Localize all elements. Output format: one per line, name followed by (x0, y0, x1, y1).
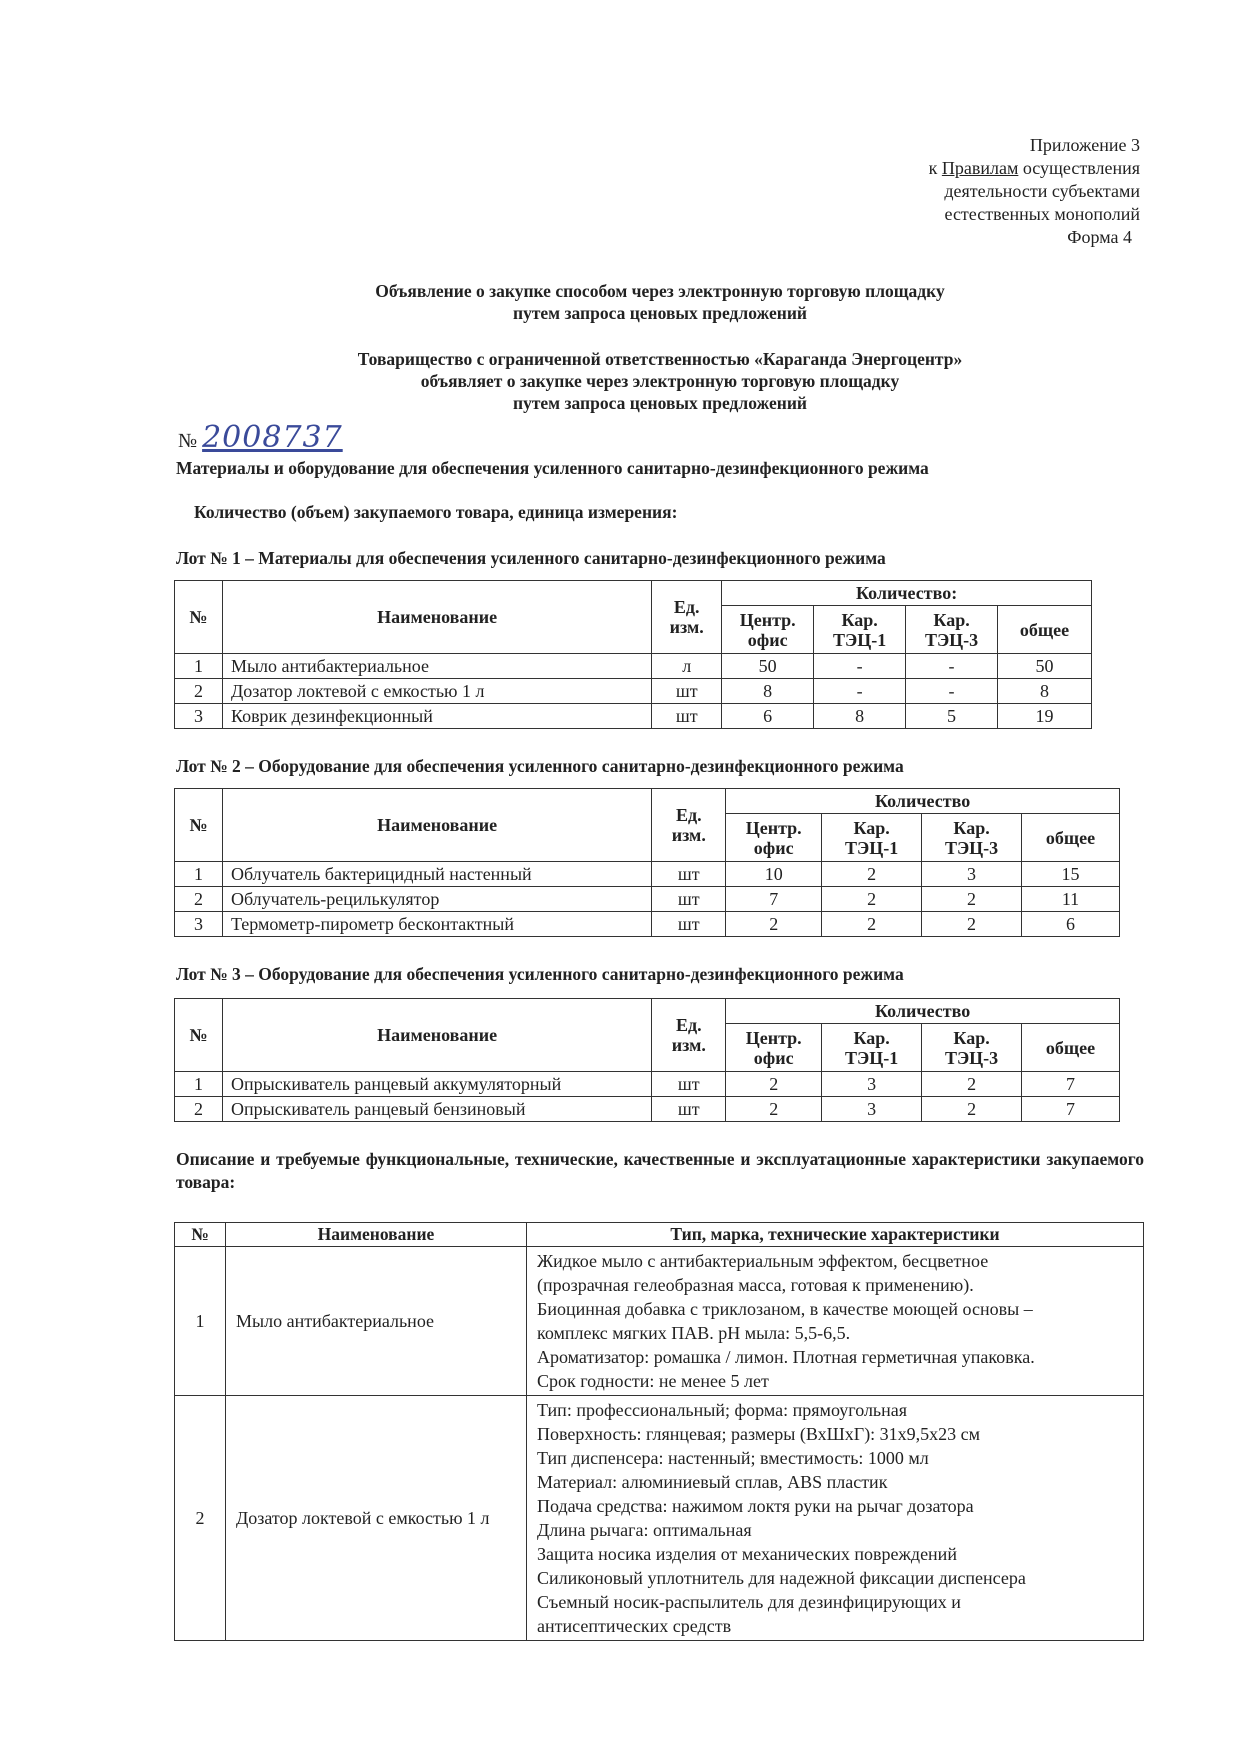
lot-2-table (174, 788, 1120, 937)
col-num: № (175, 581, 223, 654)
appendix-header (929, 134, 1140, 249)
spec-line: Силиконовый уплотнитель для надежной фиксации диспенсера (537, 1568, 1026, 1588)
spec-line: комплекс мягких ПАВ. pH мыла: 5,5-6,5. (537, 1323, 851, 1343)
cell-unit: шт (652, 862, 726, 887)
spec-line: Тип диспенсера: настенный; вместимость: 1000 мл (537, 1448, 929, 1468)
col-unit: Ед. изм. (652, 999, 726, 1072)
cell-tec1: - (814, 654, 906, 679)
cell-tec3: - (906, 679, 998, 704)
appendix-prefix: к (928, 158, 942, 178)
col-name: Наименование (222, 999, 651, 1072)
procurement-subject: Материалы и оборудование для обеспечения усиленного санитарно-дезинфекционного режима (176, 458, 929, 478)
cell-office: 2 (726, 1072, 822, 1097)
cell-office: 2 (726, 912, 822, 937)
title-line-1: Объявление о закупке способом через электронную торговую площадку (375, 281, 945, 301)
desc-cell-name: Мыло антибактериальное (226, 1247, 527, 1396)
number-sign: № (178, 430, 198, 452)
cell-num: 1 (175, 862, 223, 887)
org-line-2: объявляет о закупке через электронную торговую площадку (420, 371, 900, 391)
cell-name: Опрыскиватель ранцевый аккумуляторный (222, 1072, 651, 1097)
table-row (175, 654, 1092, 679)
col-total: общее (998, 606, 1092, 654)
cell-total: 19 (998, 704, 1092, 729)
col-quantity: Количество (726, 789, 1120, 814)
cell-name: Облучатель бактерицидный настенный (222, 862, 651, 887)
desc-col-num: № (175, 1223, 226, 1247)
spec-line: Тип: профессиональный; форма: прямоугольная (537, 1400, 908, 1420)
spec-line: антисептических средств (537, 1616, 732, 1636)
desc-cell-spec (527, 1396, 1144, 1641)
cell-unit: шт (652, 1097, 726, 1122)
cell-tec1: 2 (822, 887, 922, 912)
col-name: Наименование (222, 789, 651, 862)
col-total: общее (1022, 814, 1120, 862)
table-row (175, 1097, 1120, 1122)
col-tec3: Кар. ТЭЦ-3 (922, 1024, 1022, 1072)
table-row (175, 862, 1120, 887)
cell-tec1: 8 (814, 704, 906, 729)
cell-total: 7 (1022, 1072, 1120, 1097)
col-office: Центр. офис (722, 606, 814, 654)
cell-unit: шт (652, 887, 726, 912)
cell-name: Термометр-пирометр бесконтактный (222, 912, 651, 937)
lot-3-table (174, 998, 1120, 1122)
table-row (175, 704, 1092, 729)
org-line-1: Товарищество с ограниченной ответственностью «Караганда Энергоцентр» (357, 349, 963, 369)
cell-unit: шт (652, 1072, 726, 1097)
spec-line: Защита носика изделия от механических повреждений (537, 1544, 957, 1564)
appendix-line-3: деятельности субъектами (944, 181, 1140, 201)
cell-num: 2 (175, 887, 223, 912)
cell-tec3: 2 (922, 887, 1022, 912)
lot-1-title: Лот № 1 – Материалы для обеспечения усиленного санитарно-дезинфекционного режима (176, 548, 886, 568)
cell-tec1: - (814, 679, 906, 704)
cell-name: Дозатор локтевой с емкостью 1 л (222, 679, 651, 704)
cell-office: 10 (726, 862, 822, 887)
table-row (175, 1247, 1144, 1396)
cell-num: 2 (175, 679, 223, 704)
lot-3-title: Лот № 3 – Оборудование для обеспечения усиленного санитарно-дезинфекционного режима (176, 964, 904, 984)
cell-num: 3 (175, 704, 223, 729)
cell-office: 2 (726, 1097, 822, 1122)
announcement-number (178, 420, 343, 455)
col-quantity: Количество: (722, 581, 1092, 606)
table-row (175, 912, 1120, 937)
cell-total: 8 (998, 679, 1092, 704)
col-unit: Ед. изм. (652, 581, 722, 654)
appendix-line-2 (929, 157, 1140, 180)
spec-line: Материал: алюминиевый сплав, ABS пластик (537, 1472, 888, 1492)
handwritten-number: 2008737 (202, 420, 343, 455)
cell-tec1: 2 (822, 862, 922, 887)
desc-cell-spec (527, 1247, 1144, 1396)
cell-tec3: 2 (922, 1097, 1022, 1122)
spec-line: Жидкое мыло с антибактериальным эффектом, бесцветное (537, 1251, 989, 1271)
table-row (175, 1072, 1120, 1097)
cell-unit: л (652, 654, 722, 679)
col-office: Центр. офис (726, 1024, 822, 1072)
spec-line: (прозрачная гелеобразная масса, готовая к применению). (537, 1275, 974, 1295)
col-num: № (175, 789, 223, 862)
col-tec3: Кар. ТЭЦ-3 (906, 606, 998, 654)
cell-total: 11 (1022, 887, 1120, 912)
cell-total: 50 (998, 654, 1092, 679)
cell-tec1: 2 (822, 912, 922, 937)
col-name: Наименование (222, 581, 651, 654)
cell-num: 1 (175, 1072, 223, 1097)
rules-link: Правилам (941, 158, 1019, 178)
cell-tec3: 5 (906, 704, 998, 729)
col-office: Центр. офис (726, 814, 822, 862)
col-num: № (175, 999, 223, 1072)
cell-tec3: 3 (922, 862, 1022, 887)
cell-name: Мыло антибактериальное (222, 654, 651, 679)
cell-num: 1 (175, 654, 223, 679)
desc-cell-num: 2 (175, 1396, 226, 1641)
cell-name: Коврик дезинфекционный (222, 704, 651, 729)
cell-tec3: 2 (922, 1072, 1022, 1097)
col-quantity: Количество (726, 999, 1120, 1024)
cell-unit: шт (652, 704, 722, 729)
appendix-line-4: естественных монополий (944, 204, 1140, 224)
cell-total: 6 (1022, 912, 1120, 937)
cell-unit: шт (652, 912, 726, 937)
table-row (175, 679, 1092, 704)
document-title (170, 280, 1150, 324)
spec-line: Длина рычага: оптимальная (537, 1520, 752, 1540)
cell-tec1: 3 (822, 1072, 922, 1097)
appendix-rest: осуществления (1018, 158, 1140, 178)
spec-line: Подача средства: нажимом локтя руки на рычаг дозатора (537, 1496, 974, 1516)
quantity-heading: Количество (объем) закупаемого товара, единица измерения: (194, 502, 678, 522)
desc-cell-name: Дозатор локтевой с емкостью 1 л (226, 1396, 527, 1641)
description-title: Описание и требуемые функциональные, технические, качественные и эксплуатационные характеристики закупаемого товара: (176, 1149, 1144, 1192)
lot-2-title: Лот № 2 – Оборудование для обеспечения усиленного санитарно-дезинфекционного режима (176, 756, 904, 776)
col-tec3: Кар. ТЭЦ-3 (922, 814, 1022, 862)
spec-line: Поверхность: глянцевая; размеры (ВхШхГ): 31х9,5х23 см (537, 1424, 981, 1444)
cell-name: Облучатель-рецилькулятор (222, 887, 651, 912)
table-row (175, 1396, 1144, 1641)
organization-block (170, 348, 1150, 414)
spec-line: Срок годности: не менее 5 лет (537, 1371, 769, 1391)
title-line-2: путем запроса ценовых предложений (512, 303, 807, 323)
description-table (174, 1222, 1144, 1641)
cell-office: 7 (726, 887, 822, 912)
cell-office: 50 (722, 654, 814, 679)
spec-line: Биоцинная добавка с триклозаном, в качестве моющей основы – (537, 1299, 1033, 1319)
col-unit: Ед. изм. (652, 789, 726, 862)
cell-num: 2 (175, 1097, 223, 1122)
col-total: общее (1022, 1024, 1120, 1072)
cell-office: 8 (722, 679, 814, 704)
desc-col-spec: Тип, марка, технические характеристики (527, 1223, 1144, 1247)
org-line-3: путем запроса ценовых предложений (512, 393, 807, 413)
col-tec1: Кар. ТЭЦ-1 (822, 814, 922, 862)
lot-1-table (174, 580, 1092, 729)
col-tec1: Кар. ТЭЦ-1 (814, 606, 906, 654)
cell-tec3: 2 (922, 912, 1022, 937)
desc-cell-num: 1 (175, 1247, 226, 1396)
appendix-line-1: Приложение 3 (1029, 135, 1140, 155)
cell-total: 15 (1022, 862, 1120, 887)
spec-line: Съемный носик-распылитель для дезинфицирующих и (537, 1592, 961, 1612)
desc-col-name: Наименование (226, 1223, 527, 1247)
cell-name: Опрыскиватель ранцевый бензиновый (222, 1097, 651, 1122)
cell-office: 6 (722, 704, 814, 729)
cell-num: 3 (175, 912, 223, 937)
col-tec1: Кар. ТЭЦ-1 (822, 1024, 922, 1072)
cell-tec1: 3 (822, 1097, 922, 1122)
table-row (175, 887, 1120, 912)
spec-line: Ароматизатор: ромашка / лимон. Плотная герметичная упаковка. (537, 1347, 1035, 1367)
cell-tec3: - (906, 654, 998, 679)
cell-unit: шт (652, 679, 722, 704)
cell-total: 7 (1022, 1097, 1120, 1122)
form-number: Форма 4 (1067, 227, 1132, 247)
